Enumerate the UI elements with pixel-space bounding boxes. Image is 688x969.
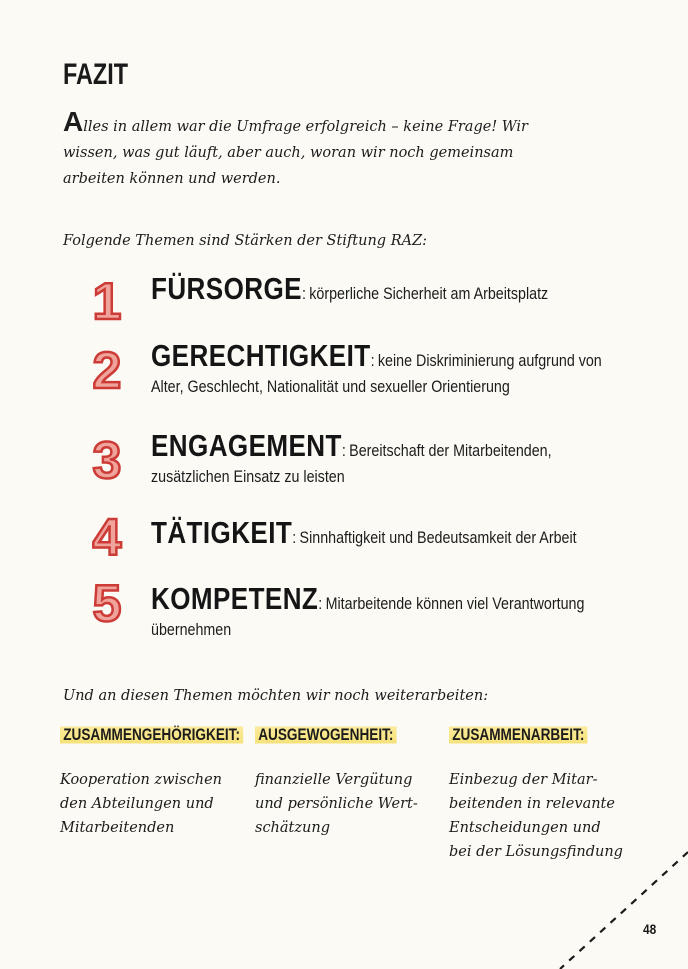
number-2-icon: 2	[92, 342, 122, 400]
improvement-column	[449, 722, 629, 864]
strength-text: KOMPETENZ: Mitarbeitende können viel Verantwortung übernehmen	[151, 581, 585, 639]
intro-text: lles in allem war die Umfrage erfolgreich – keine Frage! Wir wissen, was gut läuft, aber auch, woran wir noch gemeinsam arbeiten können und werden.	[63, 119, 528, 187]
strength-keyword: FÜRSORGE	[151, 271, 302, 306]
number-3-icon: 3	[92, 432, 122, 490]
improvement-column	[255, 722, 435, 840]
improvement-text: finanzielle Vergütung und persönliche Wert- schätzung	[255, 772, 418, 836]
strength-keyword: TÄTIGKEIT	[151, 515, 293, 550]
strength-description: körperliche Sicherheit am Arbeitsplatz	[309, 284, 549, 303]
strength-description: Sinnhaftigkeit und Bedeutsamkeit der Arbeit	[299, 528, 577, 547]
improvements-intro: Und an diesen Themen möchten wir noch weiterarbeiten:	[63, 688, 489, 704]
strength-text: GERECHTIGKEIT: keine Diskriminierung aufgrund von Alter, Geschlecht, Nationalität und sexueller Orientierung	[151, 338, 602, 396]
improvement-text: Kooperation zwischen den Abteilungen und Mitarbeitenden	[60, 772, 222, 836]
improvement-column	[60, 722, 240, 840]
improvement-heading: ZUSAMMENARBEIT:	[449, 722, 588, 748]
page-title: FAZIT	[63, 58, 128, 91]
number-1-icon: 1	[92, 273, 122, 331]
strength-description: Mitarbeitende können viel Verantwortung übernehmen	[151, 594, 585, 639]
number-5-icon: 5	[92, 575, 122, 633]
strength-text: FÜRSORGE: körperliche Sicherheit am Arbeitsplatz	[151, 271, 549, 306]
improvement-heading: AUSGEWOGENHEIT:	[255, 722, 397, 748]
strength-text: ENGAGEMENT: Bereitschaft der Mitarbeitenden, zusätzlichen Einsatz zu leisten	[151, 428, 552, 486]
strength-description: Bereitschaft der Mitarbeitenden, zusätzlichen Einsatz zu leisten	[151, 441, 552, 486]
strength-text: TÄTIGKEIT: Sinnhaftigkeit und Bedeutsamkeit der Arbeit	[151, 515, 577, 550]
strength-keyword: KOMPETENZ	[151, 581, 319, 616]
improvement-heading: ZUSAMMENGEHÖRIGKEIT:	[60, 722, 243, 748]
intro-dropcap: A	[63, 106, 84, 137]
page-number: 48	[643, 921, 657, 937]
improvement-text: Einbezug der Mitar- beitenden in relevante Entscheidungen und bei der Lösungsfindung	[449, 772, 623, 860]
intro-paragraph	[63, 106, 533, 192]
strength-description: keine Diskriminierung aufgrund von Alter, Geschlecht, Nationalität und sexueller Orientierung	[151, 351, 602, 396]
strengths-intro: Folgende Themen sind Stärken der Stiftung RAZ:	[63, 233, 428, 249]
number-4-icon: 4	[92, 509, 122, 567]
strength-keyword: ENGAGEMENT	[151, 428, 342, 463]
strength-keyword: GERECHTIGKEIT	[151, 338, 371, 373]
